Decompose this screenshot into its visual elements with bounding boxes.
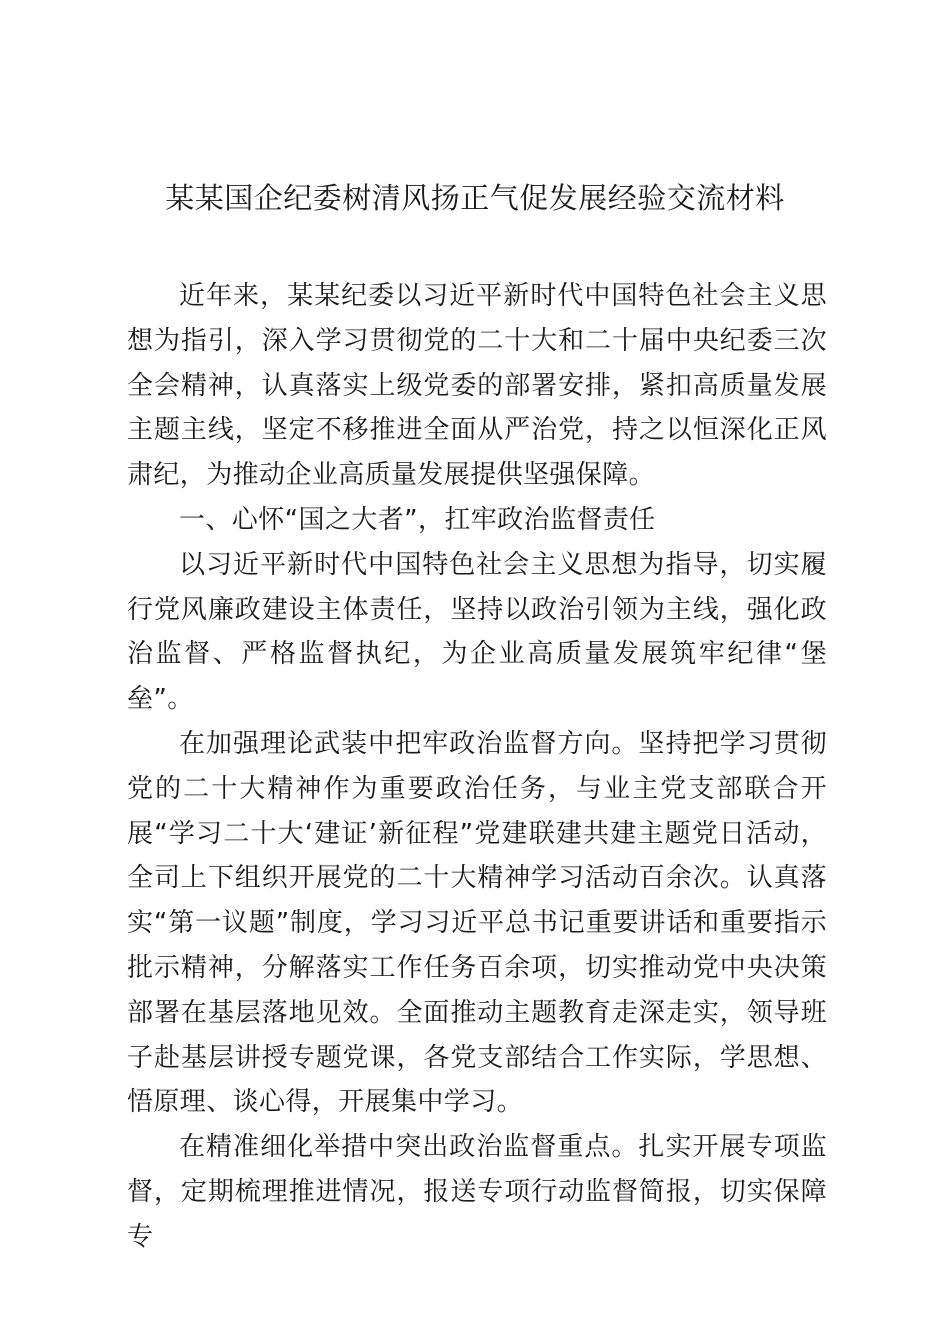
- theory-paragraph: 在加强理论武装中把牢政治监督方向。坚持把学习贯彻党的二十大精神作为重要政治任务，与业主党支部联合开展“学习二十大‘建证’新征程”党建联建共建主题党日活动，全司上下组织开展党的二十大精神学习活动百余次。认真落实“第一议题”制度，学习习近平总书记重要讲话和重要指示批示精神，分解落实工作任务百余项，切实推动党中央决策部署在基层落地见效。全面推动主题教育走深走实，领导班子赴基层讲授专题党课，各党支部结合工作实际，学思想、悟原理、谈心得，开展集中学习。: [127, 728, 827, 1118]
- document-body: [127, 274, 827, 1260]
- section-heading: 一、心怀“国之大者”，扛牢政治监督责任: [179, 504, 656, 535]
- section-summary-paragraph: 以习近平新时代中国特色社会主义思想为指导，切实履行党风廉政建设主体责任，坚持以政治引领为主线，强化政治监督、严格监督执纪，为企业高质量发展筑牢纪律“堡垒”。: [127, 549, 827, 715]
- intro-paragraph: 近年来，某某纪委以习近平新时代中国特色社会主义思想为指引，深入学习贯彻党的二十大和二十届中央纪委三次全会精神，认真落实上级党委的部署安排，紧扣高质量发展主题主线，坚定不移推进全面从严治党，持之以恒深化正风肃纪，为推动企业高质量发展提供坚强保障。: [127, 281, 827, 491]
- document-title: 某某国企纪委树清风扬正气促发展经验交流材料: [165, 181, 785, 215]
- measures-paragraph: 在精准细化举措中突出政治监督重点。扎实开展专项监督，定期梳理推进情况，报送专项行动监督简报，切实保障专: [127, 1132, 827, 1252]
